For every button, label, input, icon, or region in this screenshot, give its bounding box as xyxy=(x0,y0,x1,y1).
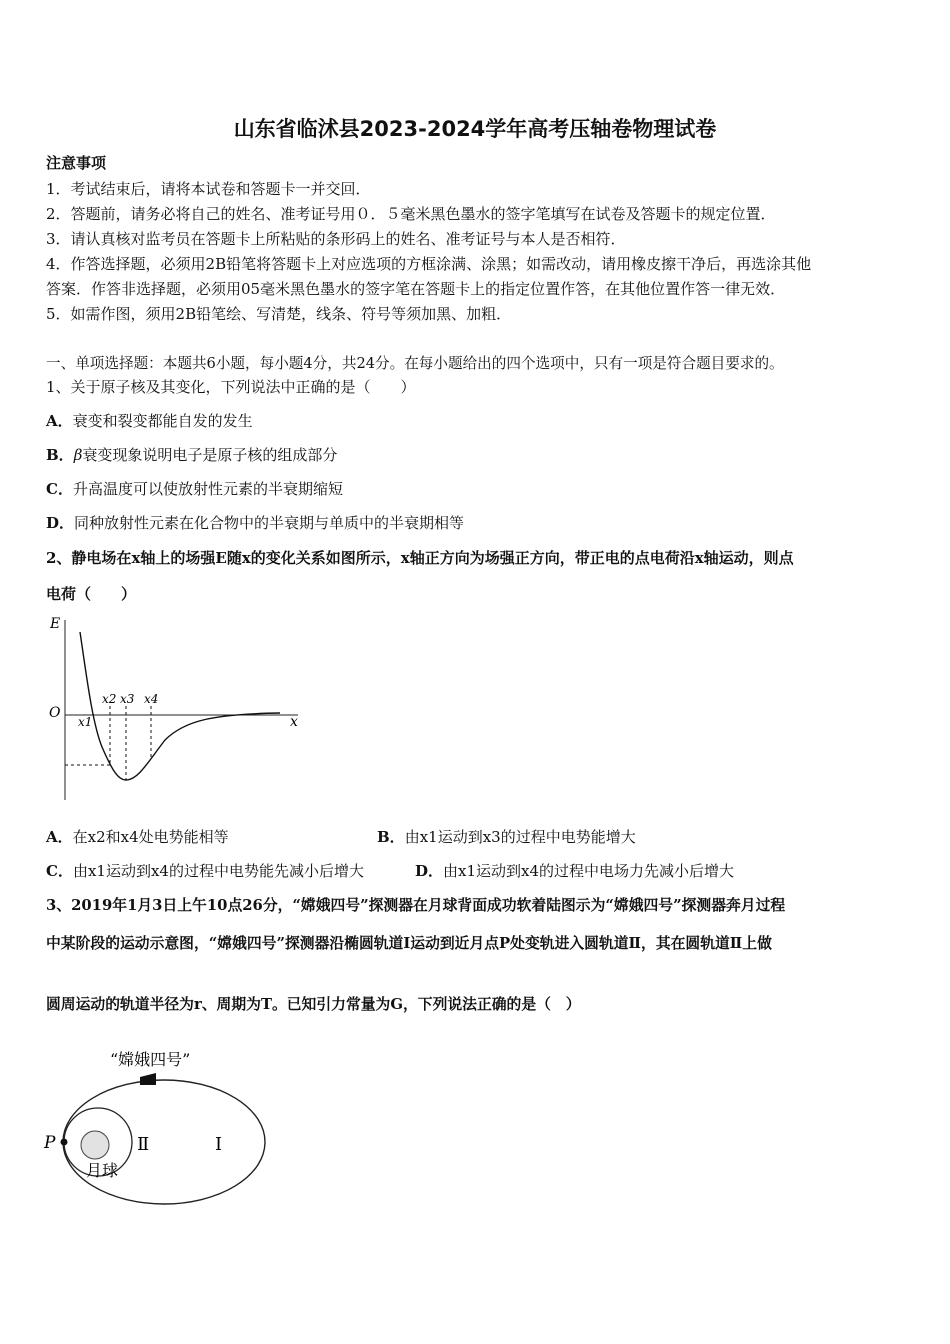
option-text: 衰变和裂变都能自发的发生 xyxy=(72,412,253,430)
orbit-2-label: Ⅱ xyxy=(137,1134,150,1155)
notice-item: 3．请认真核对监考员在答题卡上所粘贴的条形码上的姓名、准考证号与本人是否相符． xyxy=(46,230,626,248)
option-text: 同种放射性元素在化合物中的半衰期与单质中的半衰期相等 xyxy=(74,514,465,532)
orbit-1-label: Ⅰ xyxy=(215,1134,223,1155)
moon-icon xyxy=(81,1131,109,1159)
notice-item: 2．答题前，请务必将自己的姓名、准考证号用０．５毫米黑色墨水的签字笔填写在试卷及答题卡的规定位置． xyxy=(46,205,776,223)
option-text: 升高温度可以使放射性元素的半衰期缩短 xyxy=(72,480,343,498)
q2-option-c xyxy=(46,860,364,881)
option-label: A． xyxy=(46,412,73,430)
section-heading: 一、单项选择题：本题共6小题，每小题4分，共24分。在每小题给出的四个选项中，只有一项是符合题目要求的。 xyxy=(46,355,784,372)
notice-item: 5．如需作图，须用2B铅笔绘、写清楚，线条、符号等须加黑、加粗． xyxy=(46,305,512,323)
x4-label: x4 xyxy=(144,692,159,706)
q1-option-d xyxy=(46,512,464,533)
question-3-stem: 3、2019年1月3日上午10点26分，“嫦娥四号”探测器在月球背面成功软着陆图示为“嫦娥四号”探测器奔月过程 xyxy=(46,897,786,914)
x3-label: x3 xyxy=(120,692,135,706)
question-2-stem: 2、静电场在x轴上的场强E随x的变化关系如图所示，x轴正方向为场强正方向，带正电的点电荷沿x轴运动，则点 xyxy=(46,549,794,567)
option-text: 在x2和x4处电势能相等 xyxy=(72,828,229,846)
question-1-stem: 1、关于原子核及其变化，下列说法中正确的是（ ） xyxy=(46,378,416,396)
x2-label: x2 xyxy=(102,692,117,706)
option-text: 衰变现象说明电子是原子核的组成部分 xyxy=(82,446,338,464)
question-3-stem-cont: 圆周运动的轨道半径为r、周期为T。已知引力常量为G，下列说法正确的是（ ） xyxy=(46,996,581,1013)
q2-option-a xyxy=(46,826,229,847)
option-text: 由x1运动到x4的过程中电势能先减小后增大 xyxy=(72,862,364,880)
q1-option-c xyxy=(46,478,343,499)
probe-icon xyxy=(140,1073,156,1085)
point-p-label: P xyxy=(44,1133,56,1153)
moon-label: 月球 xyxy=(86,1161,119,1180)
notice-heading: 注意事项 xyxy=(46,154,107,172)
notice-item: 4．作答选择题，必须用2B铅笔将答题卡上对应选项的方框涂满、涂黑；如需改动，请用橡皮擦干净后，再选涂其他 xyxy=(46,255,812,273)
x-axis-label: x xyxy=(290,714,298,730)
origin-label: O xyxy=(49,705,61,721)
x1-label: x1 xyxy=(78,715,93,729)
orbit-diagram xyxy=(40,1040,280,1210)
option-label: C． xyxy=(46,862,73,880)
notice-item: 1．考试结束后，请将本试卷和答题卡一并交回． xyxy=(46,180,371,198)
page-title: 山东省临沭县2023-2024学年高考压轴卷物理试卷 xyxy=(233,117,717,141)
option-label: D． xyxy=(46,514,75,532)
e-axis-label: E xyxy=(50,616,61,632)
q2-option-d xyxy=(415,860,734,881)
option-label: D． xyxy=(415,862,444,880)
q1-option-b xyxy=(46,444,337,465)
option-label: A． xyxy=(46,828,73,846)
option-text: 由x1运动到x4的过程中电场力先减小后增大 xyxy=(443,862,735,880)
e-x-graph xyxy=(40,612,320,812)
option-label: B． xyxy=(377,828,405,846)
probe-label: “嫦娥四号” xyxy=(110,1050,191,1069)
question-3-stem-cont: 中某阶段的运动示意图，“嫦娥四号”探测器沿椭圆轨道Ⅰ运动到近月点P处变轨进入圆轨道Ⅱ，其在圆轨道Ⅱ上做 xyxy=(46,935,772,952)
option-text: 由x1运动到x3的过程中电势能增大 xyxy=(404,828,636,846)
q1-option-a xyxy=(46,410,253,431)
option-label: C． xyxy=(46,480,73,498)
beta-symbol: β xyxy=(73,446,83,464)
option-label: B． xyxy=(46,446,74,464)
q2-option-b xyxy=(377,826,636,847)
point-p-dot xyxy=(61,1139,68,1146)
notice-item: 答案．作答非选择题，必须用05毫米黑色墨水的签字笔在答题卡上的指定位置作答，在其他位置作答一律无效． xyxy=(46,280,786,298)
question-2-stem-cont: 电荷（ ） xyxy=(46,585,137,603)
